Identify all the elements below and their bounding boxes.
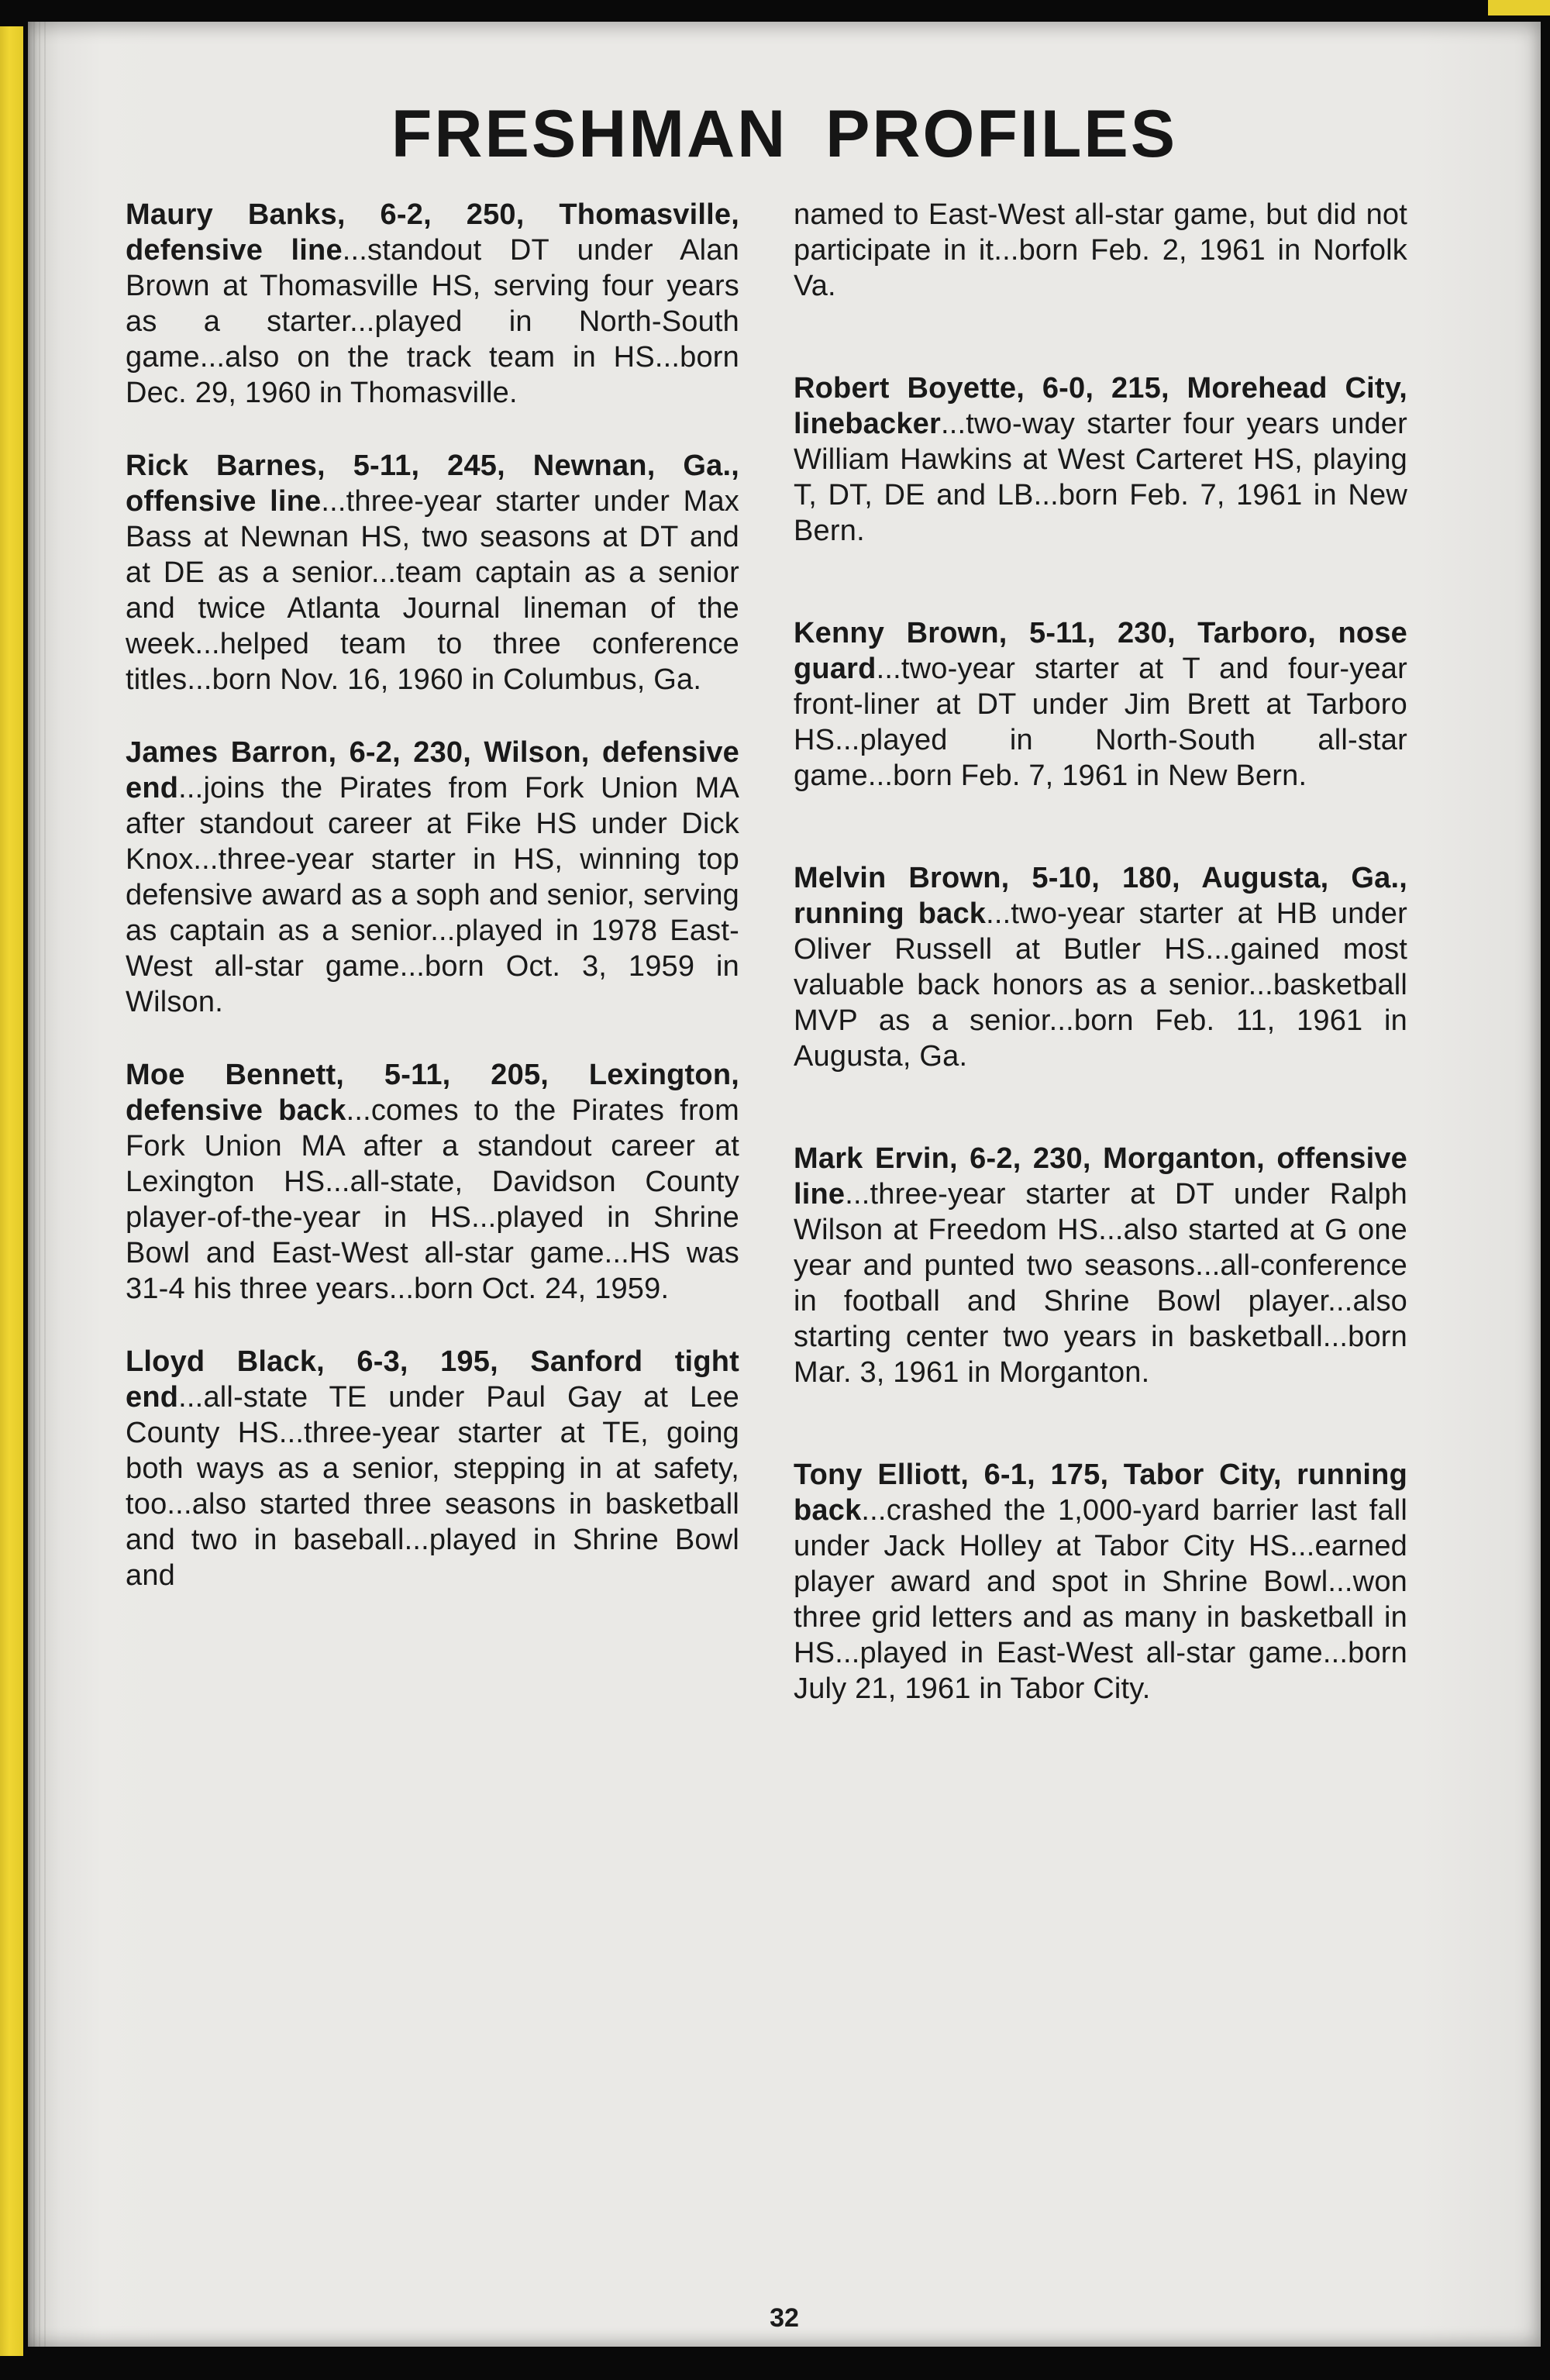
profile-kenny-brown [794,615,1407,794]
profile-james-barron [126,735,739,1020]
profile-maury-banks [126,197,739,411]
profile-lead: Robert Boyette, 6-0, 215, Morehead City, linebacker [794,372,1407,440]
profile-lead: Lloyd Black, 6-3, 195, Sanford tight end [126,1345,739,1414]
profile-continuation [794,197,1407,304]
page-title: FRESHMAN PROFILES [391,97,1178,171]
profile-lead: Tony Elliott, 6-1, 175, Tabor City, running back [794,1459,1407,1527]
profile-body: ...all-state TE under Paul Gay at Lee County HS...three-year starter at TE, going both ways as a senior, stepping in at safety, too...also started three seasons in basketball and two in baseball...played in Shrine Bowl and [126,1381,739,1592]
profile-robert-boyette [794,370,1407,549]
profile-lead: Melvin Brown, 5-10, 180, Augusta, Ga., running back [794,862,1407,930]
profile-tony-elliott [794,1457,1407,1707]
profile-lloyd-black [126,1344,739,1593]
document-page [28,22,1541,2347]
page-number: 32 [770,2303,799,2333]
profile-mark-ervin [794,1141,1407,1390]
profile-body: ...crashed the 1,000-yard barrier last fall under Jack Holley at Tabor City HS...earned player award and spot in Shrine Bowl...won three grid letters and as many in basketball in HS...played in East-West all-star game...born July 21, 1961 in Tabor City. [794,1494,1407,1705]
profile-body: named to East-West all-star game, but did not participate in it...born Feb. 2, 1961 in Norfolk Va. [794,198,1407,302]
profile-lead: Maury Banks, 6-2, 250, Thomasville, defensive line [126,198,739,267]
profile-moe-bennett [126,1057,739,1307]
profile-lead: Moe Bennett, 5-11, 205, Lexington, defensive back [126,1059,739,1127]
left-column [126,197,739,1631]
profile-rick-barnes [126,448,739,697]
page-stack-edge [28,22,48,2347]
profile-body: ...standout DT under Alan Brown at Thomasville HS, serving four years as a starter...played in North-South game...also on the track team in HS...born Dec. 29, 1960 in Thomasville. [126,234,739,409]
profile-body: ...two-way starter four years under William Hawkins at West Carteret HS, playing T, DT, DE and LB...born Feb. 7, 1961 in New Bern. [794,408,1407,547]
profile-body: ...three-year starter under Max Bass at Newnan HS, two seasons at DT and at DE as a senior...team captain as a senior and twice Atlanta Journal lineman of the week...helped team to three conference titles...born Nov. 16, 1960 in Columbus, Ga. [126,485,739,696]
profile-melvin-brown [794,860,1407,1074]
profile-body: ...two-year starter at HB under Oliver Russell at Butler HS...gained most valuable back honors as a senior...basketball MVP as a senior...born Feb. 11, 1961 in Augusta, Ga. [794,897,1407,1073]
page-edge-yellow-strip [0,26,23,2356]
profile-body: ...joins the Pirates from Fork Union MA after standout career at Fike HS under Dick Knox...three-year starter in HS, winning top defensive award as a soph and senior, serving as captain as a senior...played in 1978 East-West all-star game...born Oct. 3, 1959 in Wilson. [126,772,739,1018]
profile-body: ...two-year starter at T and four-year front-liner at DT under Jim Brett at Tarboro HS...played in North-South all-star game...born Feb. 7, 1961 in New Bern. [794,653,1407,792]
right-column [794,197,1407,1773]
profile-lead: Mark Ervin, 6-2, 230, Morganton, offensive line [794,1142,1407,1211]
profile-lead: James Barron, 6-2, 230, Wilson, defensive end [126,736,739,804]
profile-body: ...comes to the Pirates from Fork Union MA after a standout career at Lexington HS...all-state, Davidson County player-of-the-year in HS...played in Shrine Bowl and East-West all-star game...HS was 31-4 his three years...born Oct. 24, 1959. [126,1094,739,1305]
profile-lead: Kenny Brown, 5-11, 230, Tarboro, nose guard [794,617,1407,685]
profile-lead: Rick Barnes, 5-11, 245, Newnan, Ga., offensive line [126,449,739,518]
profile-body: ...three-year starter at DT under Ralph Wilson at Freedom HS...also started at G one year and punted two seasons...all-conference in football and Shrine Bowl player...also starting center two years in basketball...born Mar. 3, 1961 in Morganton. [794,1178,1407,1389]
page-edge-yellow-corner [1488,0,1550,15]
